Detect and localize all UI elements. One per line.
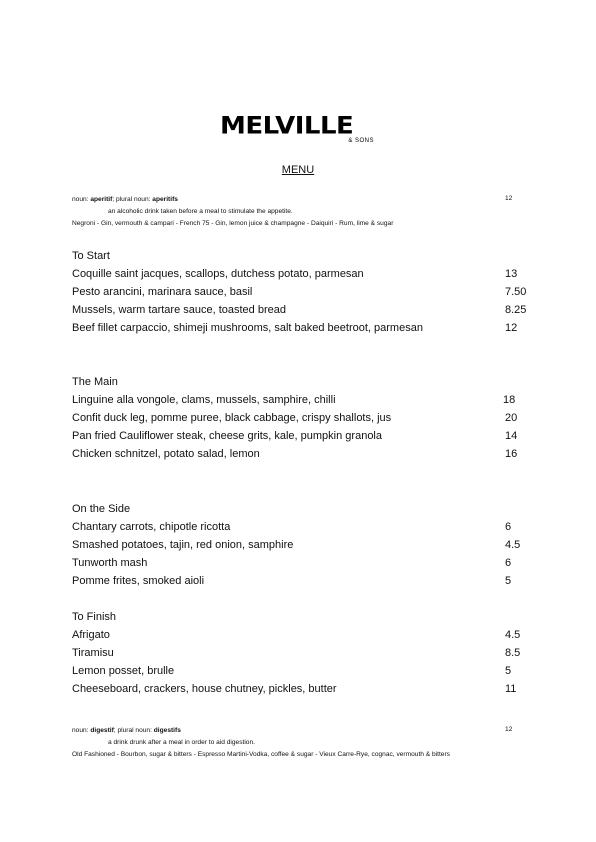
digestif-price: 12 [505, 726, 513, 733]
digestif-noun-prefix: noun: [72, 727, 91, 734]
dish-name: Pan fried Cauliflower steak, cheese grits, kale, pumpkin granola [72, 430, 382, 442]
dish-price: 6 [505, 557, 512, 569]
digestif-drinks: Old Fashioned - Bourbon, sugar & bitters - Espresso Martini-Vodka, coffee & sugar - Vieux Carre-Rye, cognac, vermouth & bitters [72, 751, 450, 758]
menu-item [72, 665, 532, 679]
dish-price: 4.5 [505, 539, 521, 551]
menu-item [72, 647, 532, 661]
digestif-definition: a drink drunk after a meal in order to aid digestion. [108, 739, 255, 746]
dish-price: 13 [505, 268, 518, 280]
menu-item [72, 394, 532, 408]
digestif-definition-line [72, 726, 181, 735]
menu-item [72, 521, 532, 535]
dish-price: 12 [505, 322, 518, 334]
menu-item [72, 539, 532, 553]
menu-item [72, 304, 532, 318]
menu-item [72, 575, 532, 589]
dish-name: Tunworth mash [72, 557, 148, 569]
dish-name: Linguine alla vongole, clams, mussels, samphire, chilli [72, 394, 336, 406]
aperitif-drinks: Negroni - Gin, vermouth & campari - French 75 - Gin, lemon juice & champagne - Daiquiri - Rum, lime & sugar [72, 220, 394, 227]
dish-name: Tiramisu [72, 647, 114, 659]
logo-subtitle: & SONS [348, 138, 374, 144]
dish-name: Cheeseboard, crackers, house chutney, pickles, butter [72, 683, 337, 695]
section-title-to-start: To Start [72, 250, 110, 262]
menu-title: MENU [281, 164, 315, 176]
dish-price: 8.5 [505, 647, 521, 659]
dish-name: Afrigato [72, 629, 110, 641]
menu-item [72, 322, 532, 336]
section-title-on-the-side: On the Side [72, 503, 131, 515]
section-title-to-finish: To Finish [72, 611, 117, 623]
aperitif-noun-prefix: noun: [72, 196, 91, 203]
dish-price: 6 [505, 521, 512, 533]
dish-name: Mussels, warm tartare sauce, toasted bread [72, 304, 286, 316]
dish-price: 20 [505, 412, 518, 424]
dish-name: Pomme frites, smoked aioli [72, 575, 205, 587]
aperitif-price: 12 [505, 195, 513, 202]
aperitif-plural-word: aperitifs [152, 196, 178, 203]
logo [220, 114, 376, 148]
dish-name: Chicken schnitzel, potato salad, lemon [72, 448, 260, 460]
section-title-the-main: The Main [72, 376, 118, 388]
menu-item [72, 448, 532, 462]
menu-item [72, 557, 532, 571]
menu-item [72, 268, 532, 282]
dish-name: Pesto arancini, marinara sauce, basil [72, 286, 253, 298]
dish-price: 18 [503, 394, 516, 406]
dish-name: Coquille saint jacques, scallops, dutchess potato, parmesan [72, 268, 364, 280]
aperitif-definition: an alcoholic drink taken before a meal to stimulate the appetite. [108, 208, 293, 215]
dish-price: 8.25 [505, 304, 527, 316]
aperitif-plural-prefix: ; plural noun: [112, 196, 153, 203]
logo-wordmark: MELVILLE [220, 112, 354, 140]
dish-name: Chantary carrots, chipotle ricotta [72, 521, 231, 533]
dish-name: Lemon posset, brulle [72, 665, 175, 677]
menu-item [72, 683, 532, 697]
dish-price: 7.50 [505, 286, 527, 298]
dish-price: 16 [505, 448, 518, 460]
menu-item [72, 629, 532, 643]
aperitif-definition-line [72, 195, 178, 204]
dish-price: 4.5 [505, 629, 521, 641]
menu-item [72, 286, 532, 300]
menu-item [72, 412, 532, 426]
dish-price: 14 [505, 430, 518, 442]
dish-price: 5 [505, 665, 512, 677]
dish-price: 11 [505, 683, 517, 695]
dish-price: 5 [505, 575, 512, 587]
dish-name: Beef fillet carpaccio, shimeji mushrooms, salt baked beetroot, parmesan [72, 322, 423, 334]
aperitif-noun-word: aperitif [90, 196, 113, 203]
digestif-plural-prefix: ; plural noun: [113, 727, 154, 734]
digestif-plural-word: digestifs [153, 727, 181, 734]
menu-item [72, 430, 532, 444]
digestif-noun-word: digestif [90, 727, 114, 734]
dish-name: Smashed potatoes, tajin, red onion, samphire [72, 539, 294, 551]
dish-name: Confit duck leg, pomme puree, black cabbage, crispy shallots, jus [72, 412, 392, 424]
